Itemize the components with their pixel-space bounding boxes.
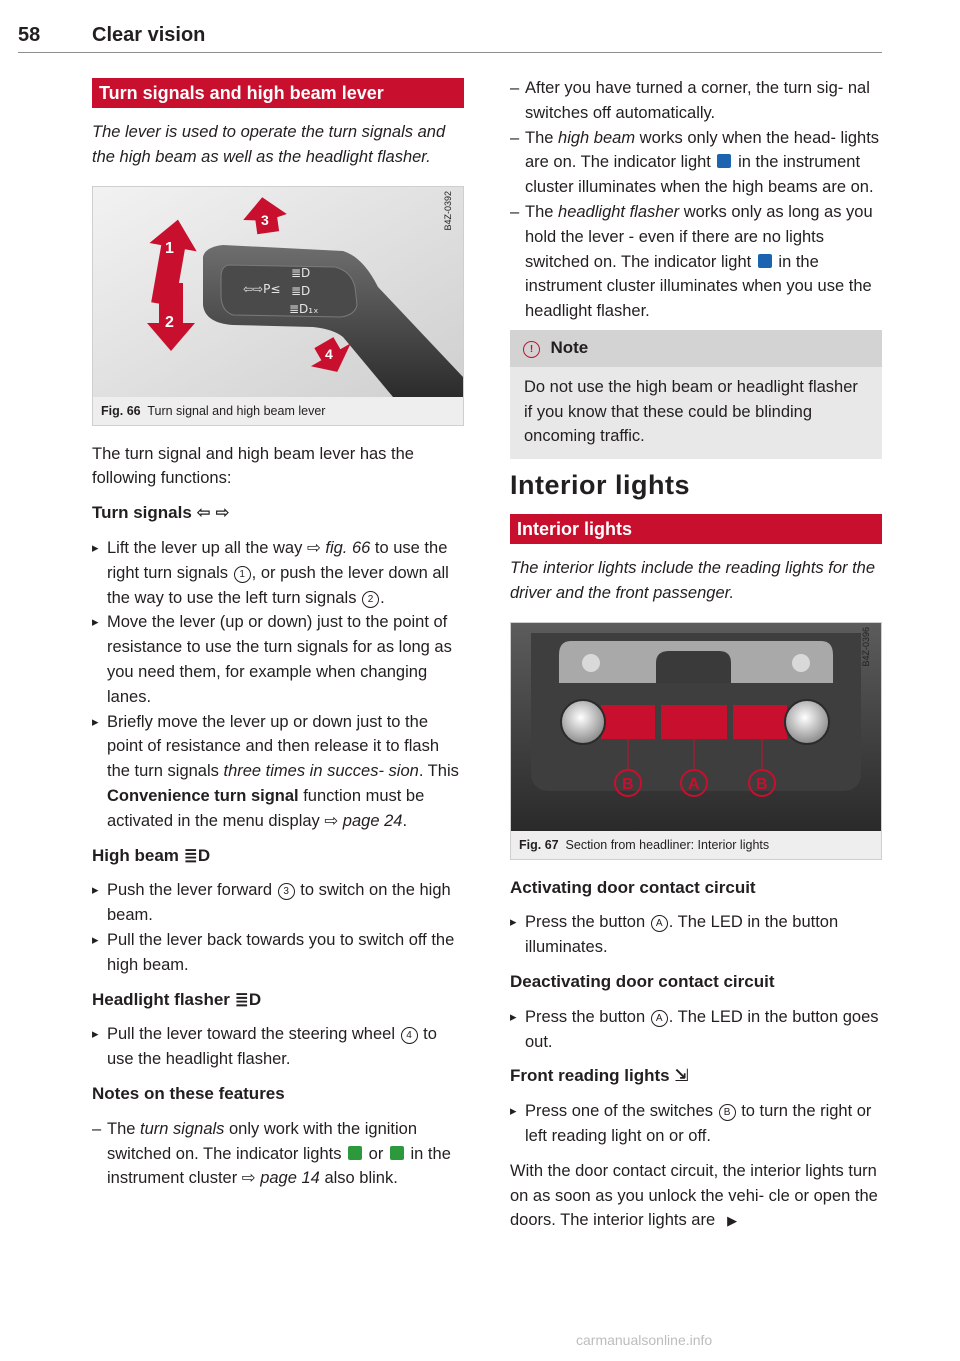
note-title: Note xyxy=(550,337,589,357)
headlight-flasher-subheading xyxy=(92,988,464,1013)
note-warning-icon: ! xyxy=(523,341,540,358)
page-reference: ⇨ page 14 xyxy=(241,1169,320,1188)
callout-2: 2 xyxy=(165,313,174,331)
figure-66 xyxy=(92,186,464,426)
bullet-resistance: ▸ Move the lever (up or down) just to the point of resistance to use the turn signals for as long as you need them, for example when changing lanes. xyxy=(92,610,464,709)
figure-code: B4Z-0396 xyxy=(861,626,872,667)
note-text: The xyxy=(525,202,559,221)
callout-a-ref: A xyxy=(651,915,668,932)
right-column xyxy=(510,76,882,1244)
bullet-pull-back: ▸ Pull the lever back towards you to switch off the high beam. xyxy=(92,928,464,978)
note-text: works only when the head- lights are on. The indicator light xyxy=(525,128,880,172)
bullet-convenience xyxy=(92,710,464,834)
bullet-text: Press one of the switches xyxy=(525,1102,718,1121)
note-box xyxy=(510,330,882,459)
bullet-text: . This xyxy=(418,762,459,781)
note-text: in the instrument cluster illuminates when the high beams are on. xyxy=(525,153,874,197)
reading-light-icon: ⇲ xyxy=(674,1066,689,1086)
note-italic: headlight flasher xyxy=(558,202,680,221)
note-high-beam xyxy=(510,126,882,200)
page-number: 58 xyxy=(18,24,41,46)
callout-b-left: B xyxy=(622,775,634,793)
bullet-text: to use the headlight flasher. xyxy=(107,1025,437,1069)
bullet-deactivate xyxy=(510,1005,882,1055)
svg-text:⇦⇨P≤: ⇦⇨P≤ xyxy=(243,281,281,296)
bullet-text: to switch on the high beam. xyxy=(107,881,451,925)
interior-lights-heading: Interior lights xyxy=(510,514,882,544)
bullet-italic: three times in succes- sion xyxy=(223,762,419,781)
note-text: also blink. xyxy=(319,1169,398,1188)
note-turn-signal-off: – After you have turned a corner, the turn sig- nal switches off automatically. xyxy=(510,76,882,126)
deactivating-subheading: Deactivating door contact circuit xyxy=(510,971,775,991)
note-text: The xyxy=(525,128,559,147)
interior-lights-title: Interior lights xyxy=(510,470,691,501)
fig-reference: ⇨ fig. 66 xyxy=(306,538,371,557)
callout-1-ref: 1 xyxy=(234,566,251,583)
headlight-flasher-icon: ≣D xyxy=(234,989,262,1009)
bullet-text: . xyxy=(402,811,408,830)
flasher-indicator-icon xyxy=(758,254,772,268)
intro-text: The lever is used to operate the turn signals and the high beam as well as the headlight flasher. xyxy=(92,123,446,166)
callout-b-ref: B xyxy=(719,1104,736,1121)
turn-indicator-right-icon xyxy=(390,1146,404,1160)
continue-arrow-icon: ▶ xyxy=(727,1213,738,1229)
turn-signals-heading: Turn signals and high beam lever xyxy=(92,78,464,108)
figure-code: B4Z-0392 xyxy=(443,190,454,231)
callout-a: A xyxy=(688,775,700,793)
activating-subheading: Activating door contact circuit xyxy=(510,877,756,897)
callout-4: 4 xyxy=(325,345,333,362)
bullet-text: Pull the lever toward the steering wheel xyxy=(107,1025,400,1044)
running-head: Clear vision xyxy=(92,24,206,46)
note-text: The xyxy=(107,1119,141,1138)
callout-3-ref: 3 xyxy=(278,883,295,900)
bullet-activate xyxy=(510,910,882,960)
turn-arrows-icon: ⇦ ⇨ xyxy=(196,503,230,523)
figure-label: Fig. 66 xyxy=(101,403,141,418)
door-contact-text xyxy=(510,1159,882,1234)
high-beam-indicator-icon xyxy=(717,154,731,168)
high-beam-heading-text: High beam xyxy=(92,845,179,865)
callout-b-right: B xyxy=(756,775,768,793)
bullet-text: Press the button xyxy=(525,913,650,932)
interior-intro-text: The interior lights include the reading lights for the driver and the front passenger. xyxy=(510,558,876,602)
lever-functions-text: The turn signal and high beam lever has the following functions: xyxy=(92,444,414,488)
figure-caption-text: Section from headliner: Interior lights xyxy=(565,837,770,852)
bullet-text: Briefly move the lever up or down just to the point of resistance and then release it to flash the turn signals xyxy=(107,712,440,781)
bullet-text: , or push the lever down all the way to use the left turn signals xyxy=(107,563,449,607)
front-reading-heading-text: Front reading lights xyxy=(510,1066,670,1086)
bullet-text: . The LED in the button illuminates. xyxy=(525,913,839,957)
svg-text:≣D: ≣D xyxy=(291,283,311,298)
lever-illustration xyxy=(93,187,463,397)
note-text: in the instrument cluster illuminates when you use the headlight flasher. xyxy=(525,252,872,321)
convenience-turn-signal-term: Convenience turn signal xyxy=(107,786,299,805)
high-beam-icon: ≣D xyxy=(183,845,211,865)
bullet-lift-lever xyxy=(92,536,464,610)
bullet-text: Lift the lever up all the way xyxy=(107,538,307,557)
svg-text:≣D: ≣D xyxy=(291,265,311,280)
turn-signals-heading-text: Turn signals xyxy=(92,503,192,523)
bullet-text: to use the right turn signals xyxy=(107,538,448,582)
note-header xyxy=(510,330,882,367)
note-text: works only as long as you hold the lever - even if there are no lights switched on. The indicator light xyxy=(525,202,873,271)
bullet-text: . The LED in the button goes out. xyxy=(525,1007,879,1051)
bullet-text: Push the lever forward xyxy=(107,881,277,900)
note-text: only work with the ignition switched on. The indicator lights xyxy=(107,1119,418,1163)
bullet-flasher xyxy=(92,1022,464,1072)
note-headlight-flasher xyxy=(510,200,882,324)
front-reading-subheading xyxy=(510,1064,882,1089)
figure-caption xyxy=(93,397,463,425)
callout-3: 3 xyxy=(261,211,269,228)
turn-indicator-left-icon xyxy=(348,1146,362,1160)
header-rule xyxy=(18,52,882,53)
bullet-reading-lights xyxy=(510,1099,882,1149)
callout-4-ref: 4 xyxy=(401,1027,418,1044)
watermark: carmanualsonline.info xyxy=(576,1332,713,1348)
bullet-text: function must be activated in the menu display xyxy=(107,786,425,830)
figure-caption-text: Turn signal and high beam lever xyxy=(147,403,326,418)
note-italic: turn signals xyxy=(140,1119,225,1138)
note-body: Do not use the high beam or headlight flasher if you know that these could be blinding oncoming traffic. xyxy=(524,377,858,446)
svg-text:≣D₁ₓ: ≣D₁ₓ xyxy=(289,301,319,316)
flasher-heading-text: Headlight flasher xyxy=(92,989,230,1009)
note-text: or xyxy=(364,1144,388,1163)
figure-67 xyxy=(510,622,882,860)
bullet-text: to turn the right or left reading light on or off. xyxy=(525,1102,872,1145)
turn-signals-subheading xyxy=(92,501,464,526)
page-reference: ⇨ page 24 xyxy=(324,811,403,830)
high-beam-subheading xyxy=(92,844,464,869)
note-turn-signals xyxy=(92,1117,464,1191)
callout-1: 1 xyxy=(165,239,174,257)
headliner-illustration xyxy=(511,623,881,831)
figure-label: Fig. 67 xyxy=(519,837,559,852)
bullet-text: . xyxy=(380,588,385,607)
note-italic: high beam xyxy=(558,128,636,147)
bullet-push-forward xyxy=(92,878,464,928)
notes-subheading: Notes on these features xyxy=(92,1083,285,1103)
note-text: in the instrument cluster xyxy=(107,1144,451,1188)
bullet-text: Press the button xyxy=(525,1007,650,1026)
figure-caption xyxy=(511,831,881,859)
left-column xyxy=(92,78,464,1191)
door-contact-body: With the door contact circuit, the interior lights turn on as soon as you unlock the vehi- cle or open the doors. The interior lights are xyxy=(510,1161,878,1230)
callout-2-ref: 2 xyxy=(362,591,379,608)
callout-a-ref: A xyxy=(651,1010,668,1027)
